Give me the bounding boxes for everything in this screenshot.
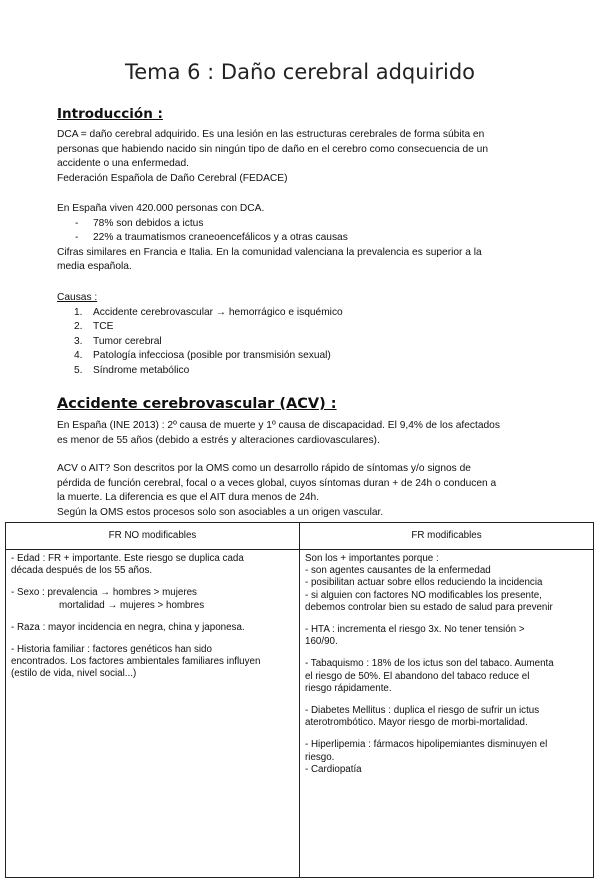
risk-factors-table [5,522,594,878]
text-line: En España (INE 2013) : 2º causa de muerte y 1º causa de discapacidad. El 9,4% de los afectados [57,420,500,431]
causes-section [57,291,537,379]
table-row [6,550,594,878]
page-title: Tema 6 : Daño cerebral adquirido [124,60,476,84]
table-header-row [6,523,594,550]
text-line: la muerte. La diferencia es que el AIT dura menos de 24h. [57,492,320,504]
text-line: pérdida de función cerebral, focal o a veces global, cuyos síntomas duran + de 24h o conducen a [57,477,497,489]
bullet-item: - 22% a traumatismos craneoencefálicos y a otras causas [75,232,348,244]
factor-sexo: - Sexo : prevalencia → hombres > mujeres mortalidad → mujeres > hombres [11,587,205,611]
column-header-non-modifiable: FR NO modificables [6,523,300,550]
text-line: media española. [57,261,132,273]
intro-statistics [57,202,537,275]
cause-item: 3. Tumor cerebral [74,335,162,347]
text-line: personas que habiendo nacido sin ningún tipo de daño en el cerebro como consecuencia de un [57,143,489,155]
modifiable-intro: Son los + importantes porque : - son agentes causantes de la enfermedad - posibilitan actuar sobre ellos reduciendo la incidencia - si alguien con factores NO modificables los presente, debemos controlar bien su estado de salud para prevenir [305,553,553,613]
cause-item: 5. Síndrome metabólico [74,364,190,376]
column-header-modifiable: FR modificables [300,523,594,550]
factor-hiperlipemia: - Hiperlipemia : fármacos hipolipemiantes disminuyen el riesgo. - Cardiopatía [305,739,548,775]
acv-heading: Accidente cerebrovascular (ACV) : [57,396,337,412]
text-line: accidente o una enfermedad. [57,158,189,170]
text-line: Según la OMS estos procesos solo son asociables a un origen vascular. [57,506,384,518]
factor-edad: - Edad : FR + importante. Este riesgo se duplica cada década después de los 55 años. [11,553,244,577]
text-line: Cifras similares en Francia e Italia. En la comunidad valenciana la prevalencia es superior a la [57,246,482,258]
cause-item: 2. TCE [74,321,114,333]
factor-tabaquismo: - Tabaquismo : 18% de los ictus son del tabaco. Aumenta el riesgo de 50%. El abandono del tabaco reduce el riesgo rápidamente. [305,658,554,694]
acv-definition [57,462,537,520]
text-line: Federación Española de Daño Cerebral (FEDACE) [57,172,288,184]
intro-heading: Introducción : [57,106,163,122]
cause-item: 1. Accidente cerebrovascular → hemorrágico e isquémico [74,306,343,318]
factor-historia-familiar: - Historia familiar : factores genéticos han sido encontrados. Los factores ambientales familiares influyen (estilo de vida, nivel social...) [11,644,261,680]
text-line: En España viven 420.000 personas con DCA. [57,203,265,214]
non-modifiable-cell [6,550,300,878]
bullet-item: - 78% son debidos a ictus [75,217,204,229]
text-line: DCA = daño cerebral adquirido. Es una lesión en las estructuras cerebrales de forma súbita en [57,129,485,140]
factor-raza: - Raza : mayor incidencia en negra, china y japonesa. [11,621,245,633]
text-line: es menor de 55 años (debido a estrés y alteraciones cardiovasculares). [57,434,380,446]
intro-definition [57,128,537,186]
causes-label: Causas : [57,292,98,303]
acv-statistics [57,419,537,448]
text-line: ACV o AIT? Son descritos por la OMS como un desarrollo rápido de síntomas y/o signos de [57,463,471,474]
factor-hta: - HTA : incrementa el riesgo 3x. No tener tensión > 160/90. [305,624,525,648]
factor-diabetes: - Diabetes Mellitus : duplica el riesgo de sufrir un ictus aterotrombótico. Mayor riesgo de morbi-mortalidad. [305,705,540,729]
cause-item: 4. Patología infecciosa (posible por transmisión sexual) [74,350,331,362]
modifiable-cell [300,550,594,878]
